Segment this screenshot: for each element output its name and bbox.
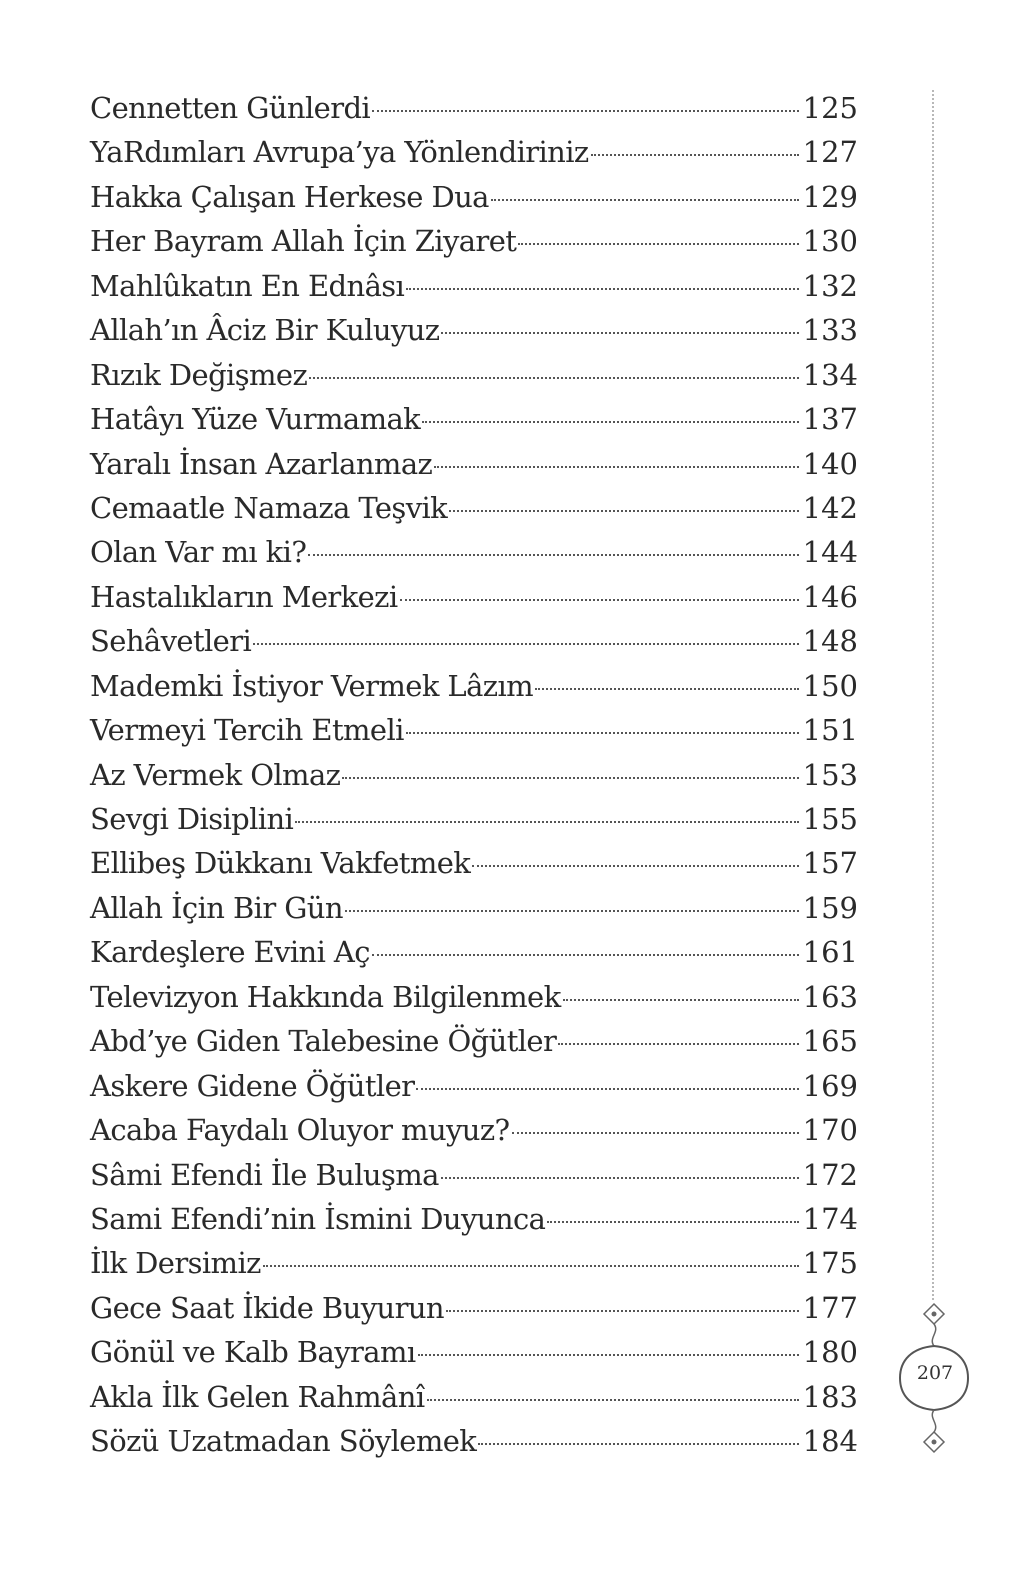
toc-entry	[90, 1197, 858, 1241]
dot-leader	[253, 643, 798, 645]
dot-leader	[535, 688, 799, 690]
toc-entry-page: 184	[802, 1424, 858, 1459]
toc-entry-title: Akla İlk Gelen Rahmânî	[90, 1379, 425, 1414]
toc-entry-page: 174	[802, 1201, 858, 1236]
toc-entry-title: Kardeşlere Evini Aç	[90, 935, 370, 970]
toc-entry	[90, 708, 858, 752]
dot-leader	[309, 377, 799, 379]
toc-entry	[90, 1153, 858, 1197]
toc-entry-title: Sehâvetleri	[90, 624, 252, 659]
toc-entry-page: 150	[802, 668, 858, 703]
dot-leader	[418, 1354, 799, 1356]
dot-leader	[416, 1088, 798, 1090]
dot-leader	[422, 421, 799, 423]
toc-entry	[90, 219, 858, 263]
toc-entry-page: 170	[802, 1113, 858, 1148]
toc-entry-title: Vermeyi Tercih Etmeli	[90, 713, 404, 748]
toc-entry	[90, 353, 858, 397]
toc-entry	[90, 664, 858, 708]
toc-entry-title: Ellibeş Dükkanı Vakfetmek	[90, 846, 471, 881]
dot-leader	[434, 466, 798, 468]
dot-leader	[441, 1177, 799, 1179]
dot-leader	[427, 1399, 799, 1401]
toc-entry-page: 175	[802, 1246, 858, 1281]
toc-entry	[90, 308, 858, 352]
toc-entry-title: Cemaatle Namaza Teşvik	[90, 490, 448, 525]
toc-entry	[90, 264, 858, 308]
dot-leader	[512, 1132, 799, 1134]
toc-entry-page: 130	[802, 224, 858, 259]
toc-entry	[90, 486, 858, 530]
dot-leader	[342, 777, 798, 779]
toc-entry-page: 161	[802, 935, 858, 970]
toc-entry-title: Askere Gidene Öğütler	[90, 1068, 415, 1103]
toc-entry-page: 134	[802, 357, 858, 392]
toc-entry	[90, 619, 858, 663]
toc-entry-page: 151	[802, 713, 858, 748]
dot-leader	[446, 1310, 799, 1312]
toc-entry-title: Acaba Faydalı Oluyor muyuz?	[90, 1113, 510, 1148]
toc-entry	[90, 175, 858, 219]
toc-entry-title: Abd’ye Giden Talebesine Öğütler	[90, 1024, 557, 1059]
toc-entry	[90, 797, 858, 841]
toc-entry-page: 169	[802, 1068, 858, 1103]
toc-entry	[90, 1286, 858, 1330]
toc-entry-page: 129	[802, 179, 858, 214]
toc-entry-page: 132	[802, 268, 858, 303]
dot-leader	[372, 110, 799, 112]
dot-leader	[406, 288, 798, 290]
toc-entry	[90, 575, 858, 619]
toc-entry	[90, 975, 858, 1019]
toc-entry-title: İlk Dersimiz	[90, 1246, 261, 1281]
toc-entry-title: Sami Efendi’nin İsmini Duyunca	[90, 1201, 546, 1236]
dot-leader	[472, 865, 798, 867]
toc-entry	[90, 1064, 858, 1108]
dot-leader	[406, 732, 799, 734]
toc-entry-title: Hakka Çalışan Herkese Dua	[90, 179, 489, 214]
toc-entry	[90, 1419, 858, 1463]
toc-entry	[90, 1108, 858, 1152]
toc-entry-title: Olan Var mı ki?	[90, 535, 307, 570]
toc-entry-title: Hatâyı Yüze Vurmamak	[90, 402, 421, 437]
toc-entry-page: 159	[802, 890, 858, 925]
toc-entry-page: 172	[802, 1157, 858, 1192]
toc-entry-title: Hastalıkların Merkezi	[90, 579, 398, 614]
dot-leader	[308, 554, 798, 556]
dot-leader	[518, 243, 798, 245]
dot-leader	[449, 510, 798, 512]
toc-entry-page: 183	[802, 1379, 858, 1414]
toc-entry-title: Sâmi Efendi İle Buluşma	[90, 1157, 439, 1192]
table-of-contents	[90, 86, 858, 1464]
toc-entry	[90, 886, 858, 930]
toc-entry	[90, 1241, 858, 1285]
toc-entry-page: 177	[802, 1290, 858, 1325]
toc-entry-title: Az Vermek Olmaz	[90, 757, 341, 792]
toc-entry-page: 137	[802, 402, 858, 437]
toc-entry	[90, 442, 858, 486]
dot-leader	[441, 332, 798, 334]
toc-entry-title: Cennetten Günlerdi	[90, 91, 371, 125]
page-number: 207	[916, 1362, 954, 1384]
toc-entry-title: Televizyon Hakkında Bilgilenmek	[90, 979, 561, 1014]
dotted-margin-rule	[932, 90, 934, 1300]
toc-entry	[90, 397, 858, 441]
dot-leader	[372, 954, 799, 956]
toc-entry-page: 180	[802, 1335, 858, 1370]
dot-leader	[295, 821, 798, 823]
toc-entry-title: Mahlûkatın En Ednâsı	[90, 268, 405, 303]
toc-entry-page: 165	[802, 1024, 858, 1059]
toc-entry-title: YaRdımları Avrupa’ya Yönlendiriniz	[90, 135, 589, 170]
toc-entry-page: 146	[802, 579, 858, 614]
dot-leader	[345, 910, 799, 912]
toc-entry-page: 127	[802, 135, 858, 170]
toc-entry-title: Allah’ın Âciz Bir Kuluyuz	[90, 313, 440, 348]
dot-leader	[400, 599, 799, 601]
toc-entry-title: Gece Saat İkide Buyurun	[90, 1290, 444, 1325]
toc-entry-page: 155	[802, 802, 858, 836]
toc-entry-page: 153	[802, 757, 858, 792]
toc-entry	[90, 130, 858, 174]
toc-entry	[90, 1375, 858, 1419]
toc-entry	[90, 841, 858, 885]
toc-entry-title: Rızık Değişmez	[90, 357, 308, 392]
toc-entry-page: 144	[802, 535, 858, 570]
dot-leader	[558, 1043, 798, 1045]
toc-entry-page: 125	[802, 91, 858, 125]
toc-entry-title: Her Bayram Allah İçin Ziyaret	[90, 224, 517, 259]
toc-entry-title: Gönül ve Kalb Bayramı	[90, 1335, 416, 1370]
dot-leader	[563, 999, 799, 1001]
toc-entry	[90, 753, 858, 797]
toc-entry	[90, 1330, 858, 1374]
toc-entry-title: Sözü Uzatmadan Söylemek	[90, 1424, 477, 1459]
toc-entry-title: Mademki İstiyor Vermek Lâzım	[90, 668, 534, 703]
dot-leader	[491, 199, 799, 201]
toc-entry-page: 148	[802, 624, 858, 659]
dot-leader	[591, 154, 799, 156]
toc-entry	[90, 530, 858, 574]
dot-leader	[263, 1265, 799, 1267]
toc-entry-title: Sevgi Disiplini	[90, 802, 294, 836]
toc-entry-page: 142	[802, 490, 858, 525]
toc-entry	[90, 86, 858, 130]
dot-leader	[478, 1443, 798, 1445]
dot-leader	[547, 1221, 798, 1223]
toc-entry-title: Allah İçin Bir Gün	[90, 890, 343, 925]
toc-entry-page: 157	[802, 846, 858, 881]
toc-entry-page: 140	[802, 446, 858, 481]
toc-entry-page: 133	[802, 313, 858, 348]
toc-entry	[90, 1019, 858, 1063]
toc-entry-title: Yaralı İnsan Azarlanmaz	[90, 446, 433, 481]
toc-entry-page: 163	[802, 979, 858, 1014]
toc-entry	[90, 930, 858, 974]
